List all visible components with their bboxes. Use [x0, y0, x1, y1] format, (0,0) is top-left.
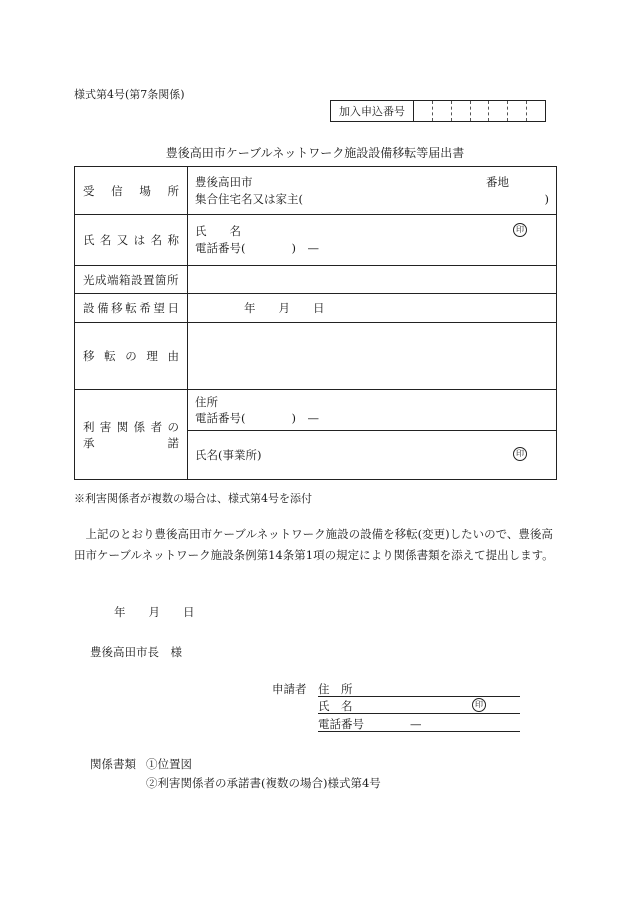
stakeholder-address-label: 住所 [195, 395, 218, 409]
stakeholder-label-1: 利 害 関 係 者 の [83, 419, 179, 434]
name-label-cell [75, 215, 188, 266]
desired-date-label: 設 備 移 転 希 望 日 [83, 301, 179, 315]
optical-box-label: 光成端箱設置箇所 [83, 272, 179, 287]
document-title: 豊後高田市ケーブルネットワーク施設設備移転等届出書 [165, 146, 465, 160]
collective-housing-label: 集合住宅名又は家主( [195, 191, 303, 206]
reason-row [75, 323, 557, 390]
reception-value-cell[interactable] [188, 167, 557, 215]
close-paren: ) [544, 191, 549, 206]
applicant-phone-line[interactable] [318, 716, 520, 732]
stakeholder-note: ※利害関係者が複数の場合は、様式第4号を添付 [74, 492, 312, 505]
application-number-label: 加入申込番号 [331, 101, 414, 121]
reception-label: 受 信 場 所 [83, 183, 179, 198]
applicant-address-line[interactable] [318, 681, 520, 697]
reception-city: 豊後高田市 [195, 174, 253, 189]
reception-row [75, 167, 557, 215]
submission-date[interactable]: 年 月 日 [114, 605, 195, 619]
reason-value-cell[interactable] [188, 323, 557, 390]
addressee: 豊後高田市長 様 [90, 645, 182, 659]
form-number-label: 様式第4号(第7条関係) [74, 88, 185, 101]
desired-date-value: 年 月 日 [244, 301, 325, 315]
reception-label-cell [75, 167, 188, 215]
stakeholder-name-cell[interactable] [188, 431, 557, 480]
stakeholder-label-2: 承 諾 [83, 435, 179, 450]
applicant-address-label: 住 所 [318, 682, 353, 696]
optical-box-value-cell[interactable] [188, 266, 557, 294]
optical-box-label-cell [75, 266, 188, 294]
stakeholder-label-cell [75, 390, 188, 480]
stakeholder-name-label: 氏名(事業所) [195, 448, 262, 462]
application-number-box [330, 100, 546, 122]
related-docs-label: 関係書類 [90, 757, 136, 771]
applicant-phone-label: 電話番号 — [318, 717, 422, 731]
related-doc-item: ②利害関係者の承諾書(複数の場合)様式第4号 [146, 776, 381, 790]
related-doc-item: ①位置図 [146, 757, 192, 771]
seal-mark: 印 [513, 223, 527, 237]
phone-field-label: 電話番号( ) — [195, 241, 319, 255]
banchi-label: 番地 [486, 174, 509, 189]
name-row [75, 215, 557, 266]
name-label: 氏 名 又 は 名 称 [83, 233, 179, 247]
application-number-cell[interactable] [471, 101, 490, 121]
application-number-cell[interactable] [452, 101, 471, 121]
reason-label-cell [75, 323, 188, 390]
stakeholder-address-cell[interactable] [188, 390, 557, 431]
applicant-name-line[interactable] [318, 698, 520, 714]
applicant-label: 申請者 [272, 682, 307, 696]
reason-label: 移 転 の 理 由 [83, 349, 179, 363]
applicant-name-label: 氏 名 [318, 699, 353, 713]
desired-date-row [75, 294, 557, 323]
seal-mark: 印 [472, 698, 486, 712]
desired-date-value-cell[interactable] [188, 294, 557, 323]
name-field-label: 氏 名 [195, 224, 241, 238]
application-number-cell[interactable] [433, 101, 452, 121]
optical-box-row [75, 266, 557, 294]
application-number-cell[interactable] [414, 101, 433, 121]
application-number-cell[interactable] [527, 101, 545, 121]
seal-mark: 印 [513, 447, 527, 461]
stakeholder-row-1 [75, 390, 557, 431]
desired-date-label-cell [75, 294, 188, 323]
submission-paragraph: 上記のとおり豊後高田市ケーブルネットワーク施設の設備を移転(変更)したいので、豊後高田市ケーブルネットワーク施設条例第14条第1項の規定により関係書類を添えて提出します。 [74, 527, 554, 562]
application-number-cell[interactable] [508, 101, 527, 121]
name-value-cell[interactable] [188, 215, 557, 266]
application-number-cell[interactable] [489, 101, 508, 121]
stakeholder-phone-label: 電話番号( ) — [195, 411, 319, 425]
relocation-form-table [74, 166, 557, 480]
